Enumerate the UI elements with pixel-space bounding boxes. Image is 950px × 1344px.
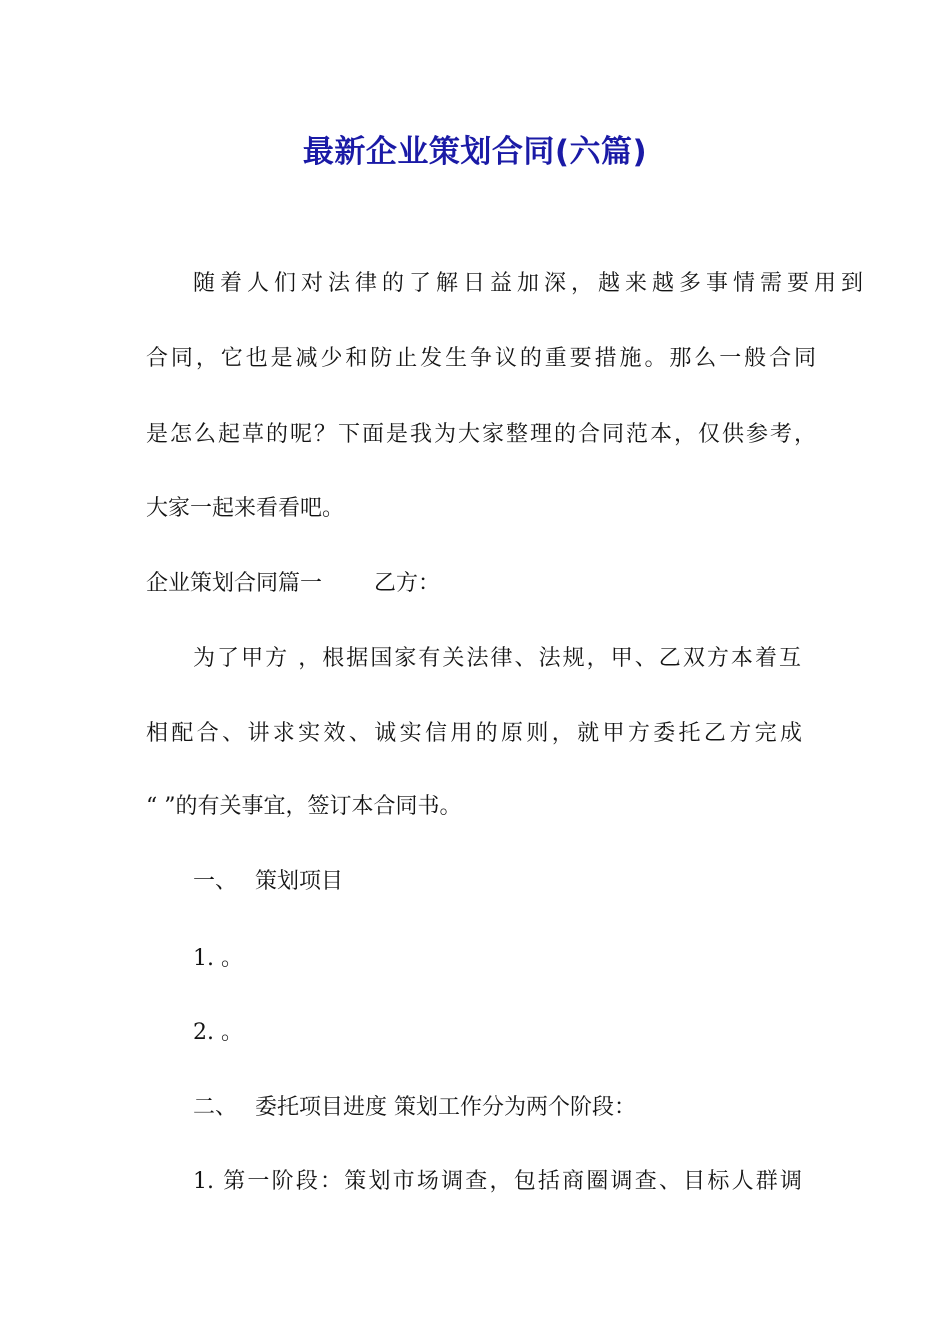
- intro-line-4: 大家一起来看看吧。: [146, 496, 345, 521]
- preamble-line-2: 相配合、讲求实效、诚实信用的原则，就甲方委托乙方完成: [146, 721, 802, 746]
- section-heading-party: 乙方：: [374, 571, 441, 596]
- intro-line-3: 是怎么起草的呢？下面是我为大家整理的合同范本，仅供参考，: [146, 422, 816, 447]
- section-heading: [146, 568, 816, 600]
- clause-two-heading: [193, 1092, 863, 1124]
- intro-line-1: 随着人们对法律的了解日益加深，越来越多事情需要用到: [193, 271, 863, 296]
- clause-one-title: 策划项目: [255, 869, 344, 894]
- clause-one-item-2: 2. 。: [193, 1020, 243, 1045]
- intro-line-2: 合同，它也是减少和防止发生争议的重要措施。那么一般合同: [146, 346, 816, 371]
- clause-one-number: 一、: [193, 869, 238, 894]
- preamble-line-3: “ ”的有关事宜，签订本合同书。: [146, 794, 462, 819]
- preamble-line-1: 为了甲方 ，根据国家有关法律、法规，甲、乙双方本着互: [193, 646, 801, 671]
- clause-two-item-1: 1. 第一阶段：策划市场调查，包括商圈调查、目标人群调: [193, 1169, 802, 1194]
- document-title: 最新企业策划合同(六篇): [302, 134, 648, 170]
- clause-two-number: 二、: [193, 1095, 238, 1120]
- section-heading-title: 企业策划合同篇一: [146, 571, 323, 596]
- clause-two-title: 委托项目进度 策划工作分为两个阶段：: [255, 1095, 637, 1120]
- clause-one-heading: [193, 866, 863, 898]
- clause-one-item-1: 1. 。: [193, 946, 243, 971]
